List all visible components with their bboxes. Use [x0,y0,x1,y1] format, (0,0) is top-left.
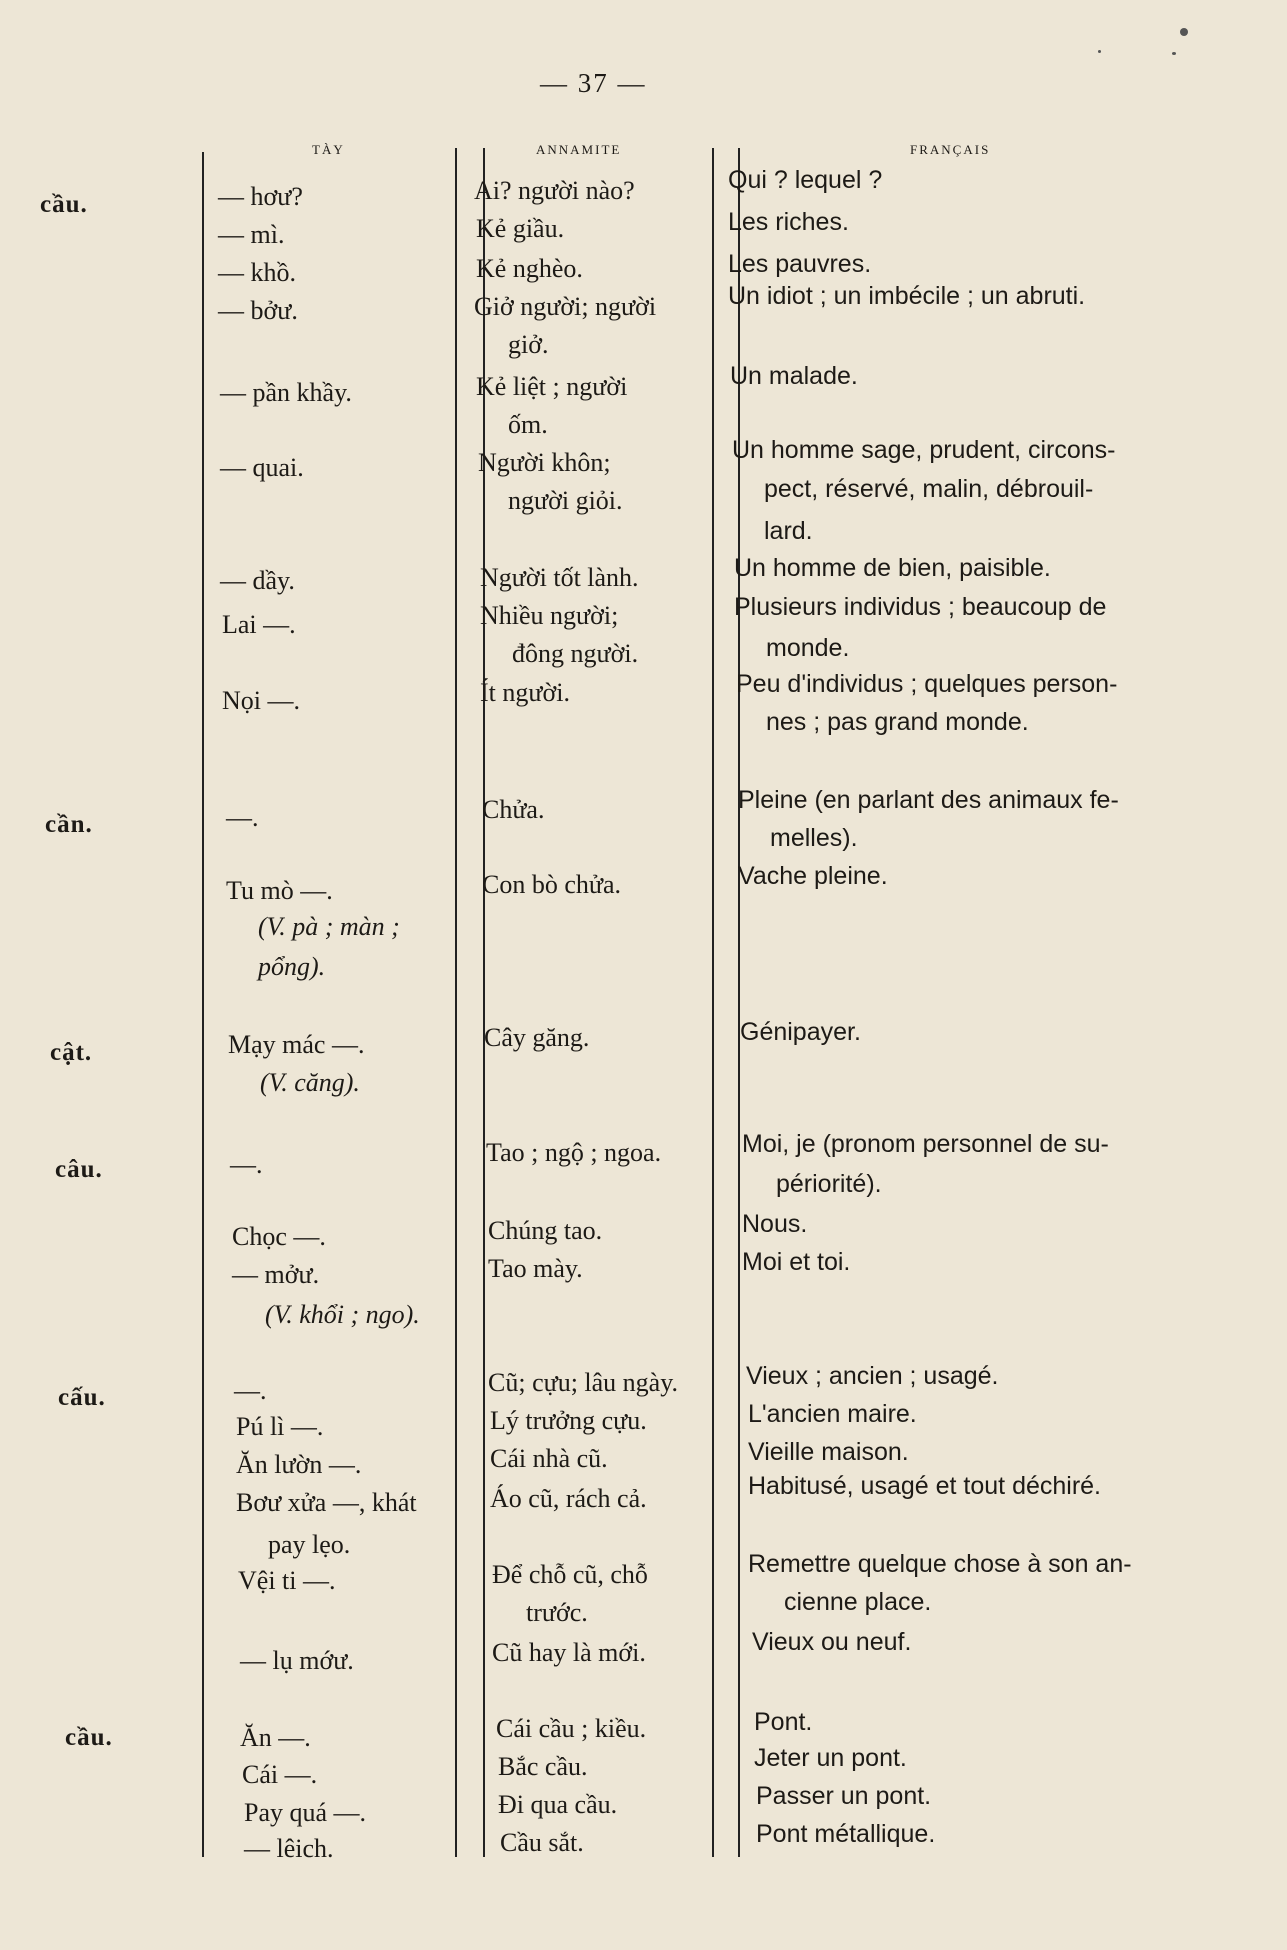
francais-line: L'ancien maire. [748,1400,917,1428]
column-header-annamite: ANNAMITE [536,142,622,157]
tay-line: (V. căng). [260,1068,360,1097]
francais-line: Un homme de bien, paisible. [734,554,1051,582]
column-rule-left [202,152,204,1857]
tay-line: Pay quá —. [244,1798,367,1827]
tay-line: —. [234,1376,267,1405]
annamite-line: Để chỗ cũ, chỗ [492,1560,648,1589]
annamite-line: Kẻ giầu. [476,214,565,243]
francais-line: Les riches. [728,208,849,236]
annamite-line: Kẻ liệt ; người [476,372,628,401]
tay-line: Bơư xửa —, khát [236,1488,417,1517]
annamite-line: trước. [526,1598,588,1627]
paper-speck [1172,52,1176,55]
annamite-line: Đi qua cầu. [498,1790,618,1819]
tay-line: —. [226,803,259,832]
headword: cần. [45,811,93,838]
headword: cấu. [58,1384,106,1411]
francais-line: Nous. [742,1210,808,1238]
page-number: — 37 — [540,68,647,98]
annamite-line: Ít người. [480,678,570,707]
francais-line: périorité). [776,1170,882,1198]
francais-line: Moi et toi. [742,1248,851,1276]
francais-line: Vieux ou neuf. [752,1628,912,1656]
annamite-line: Tao mày. [488,1254,583,1283]
annamite-line: đông người. [512,639,639,668]
annamite-line: Cũ; cựu; lâu ngày. [488,1368,679,1397]
tay-line: Lai —. [222,610,296,639]
tay-line: — pần khầy. [220,378,352,407]
annamite-line: Cái nhà cũ. [490,1444,608,1473]
francais-line: Vieux ; ancien ; usagé. [746,1362,999,1390]
tay-line: Mạy mác —. [228,1030,365,1059]
column-rule-right-1 [712,148,714,1857]
francais-line: Qui ? lequel ? [728,166,883,194]
tay-line: Chọc —. [232,1222,326,1251]
annamite-line: Con bò chửa. [482,870,622,899]
francais-line: Passer un pont. [756,1782,932,1810]
francais-line: Vieille maison. [748,1438,909,1466]
annamite-line: người giỏi. [508,486,623,515]
francais-line: Génipayer. [740,1018,861,1046]
francais-line: Pont métallique. [756,1820,936,1848]
annamite-line: Cũ hay là mới. [492,1638,646,1667]
annamite-line: Người khôn; [478,448,611,477]
column-header-francais: FRANÇAIS [910,142,991,157]
tay-line: Ăn —. [240,1723,311,1752]
headword: cầu. [40,191,88,218]
francais-line: melles). [770,824,858,852]
francais-line: Habitusé, usagé et tout déchiré. [748,1472,1102,1500]
tay-line: (V. pà ; màn ; [258,912,400,941]
francais-line: cienne place. [784,1588,932,1616]
tay-line: Cái —. [242,1760,318,1789]
francais-line: Jeter un pont. [754,1744,907,1772]
annamite-line: Cái cầu ; kiều. [496,1714,647,1743]
francais-line: Vache pleine. [738,862,888,890]
annamite-line: Bắc cầu. [498,1752,588,1781]
francais-line: Pont. [754,1708,813,1736]
annamite-line: Người tốt lành. [480,563,639,592]
annamite-line: Cầu sắt. [500,1828,584,1857]
annamite-line: Giở người; người [474,292,657,321]
column-rule-right-2 [738,148,740,1857]
headword: cật. [50,1039,93,1066]
annamite-line: Tao ; ngộ ; ngoa. [486,1138,662,1167]
column-header-tay: TÀY [312,142,345,157]
francais-line: Les pauvres. [728,250,872,278]
annamite-line: Chửa. [482,795,545,824]
francais-line: Moi, je (pronom personnel de su- [742,1130,1109,1158]
francais-line: monde. [766,634,850,662]
tay-line: pổng). [258,952,326,981]
tay-line: — bởư. [218,296,298,325]
headword: cầu. [65,1724,113,1751]
tay-line: — quai. [220,453,304,482]
francais-line: Plusieurs individus ; beaucoup de [734,593,1107,621]
tay-line: Tu mò —. [226,876,333,905]
tay-line: — hơư? [218,182,303,211]
francais-line: nes ; pas grand monde. [766,708,1029,736]
tay-line: Ăn lườn —. [236,1450,362,1479]
tay-line: — lụ mớư. [240,1646,354,1675]
tay-line: — khồ. [218,258,296,287]
tay-line: — lêich. [244,1834,334,1863]
annamite-line: Nhiều người; [480,601,619,630]
annamite-line: Ai? người nào? [474,176,635,205]
francais-line: Un homme sage, prudent, circons- [732,436,1116,464]
francais-line: pect, réservé, malin, débrouil- [764,475,1094,503]
annamite-line: Lý trưởng cựu. [490,1406,647,1435]
column-rule-middle-1 [455,148,457,1857]
annamite-line: Cây găng. [484,1023,590,1052]
francais-line: Peu d'individus ; quelques person- [736,670,1118,698]
francais-line: Un malade. [730,362,858,390]
headword: câu. [55,1156,103,1183]
column-rule-middle-2 [483,148,485,1857]
tay-line: —. [230,1150,263,1179]
francais-line: lard. [764,517,813,545]
annamite-line: Kẻ nghèo. [476,254,583,283]
francais-line: Remettre quelque chose à son an- [748,1550,1132,1578]
paper-speck [1180,28,1188,36]
tay-line: — dầy. [220,566,295,595]
tay-line: — mì. [218,220,285,249]
tay-line: Nọi —. [222,686,300,715]
tay-line: pay lẹo. [268,1530,351,1559]
annamite-line: giở. [508,330,549,359]
francais-line: Pleine (en parlant des animaux fe- [738,786,1119,814]
tay-line: (V. khổi ; ngo). [265,1300,420,1329]
tay-line: Vệi ti —. [238,1566,336,1595]
annamite-line: ốm. [508,410,548,439]
annamite-line: Áo cũ, rách cả. [490,1484,647,1513]
francais-line: Un idiot ; un imbécile ; un abruti. [728,282,1086,310]
annamite-line: Chúng tao. [488,1216,603,1245]
tay-line: Pú lì —. [236,1412,324,1441]
paper-speck [1098,50,1101,53]
tay-line: — mởư. [232,1260,320,1289]
